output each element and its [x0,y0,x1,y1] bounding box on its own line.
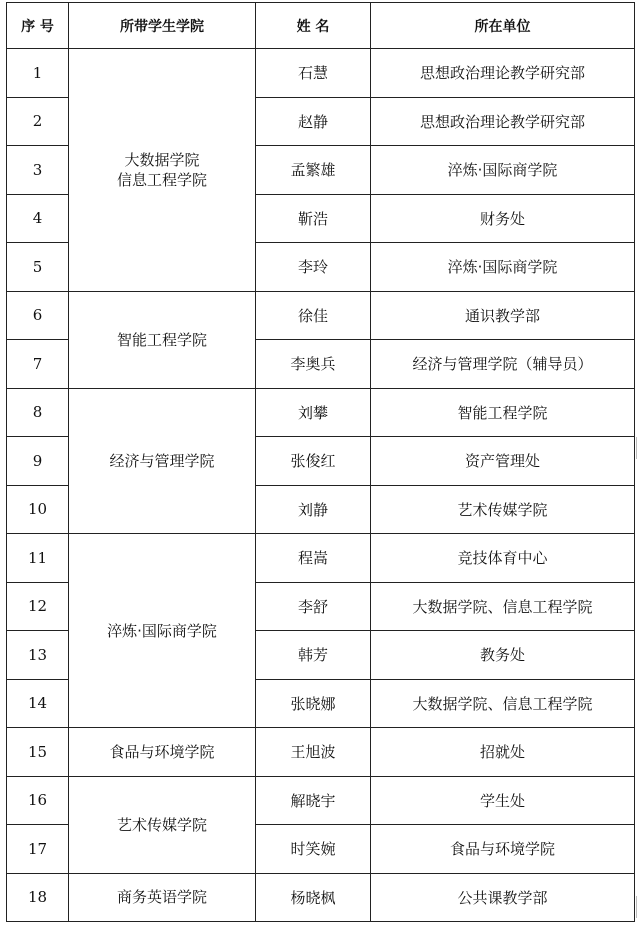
page-edge-mark [636,896,640,918]
cell-name: 赵静 [256,97,371,146]
cell-index: 4 [7,194,69,243]
table-row [7,873,635,922]
college-name-line: 信息工程学院 [116,170,207,189]
table-row [7,291,635,340]
cell-name: 石慧 [256,49,371,98]
cell-index: 17 [7,825,69,874]
cell-name: 刘攀 [256,388,371,437]
cell-unit: 思想政治理论教学研究部 [371,49,635,98]
cell-index: 18 [7,873,69,922]
table-row [7,49,635,98]
cell-name: 程嵩 [256,534,371,583]
cell-index: 11 [7,534,69,583]
cell-unit: 通识教学部 [371,291,635,340]
cell-index: 6 [7,291,69,340]
header-unit: 所在单位 [371,3,635,49]
cell-name: 张晓娜 [256,679,371,728]
page-edge-mark [636,437,640,459]
table-row [7,776,635,825]
cell-college [69,534,256,728]
cell-index: 7 [7,340,69,389]
cell-name: 孟繁雄 [256,146,371,195]
table-row [7,388,635,437]
cell-index: 15 [7,728,69,777]
cell-unit: 智能工程学院 [371,388,635,437]
cell-college [69,728,256,777]
header-college: 所带学生学院 [69,3,256,49]
college-name-line: 商务英语学院 [116,888,207,907]
cell-unit: 学生处 [371,776,635,825]
cell-college [69,388,256,534]
cell-name: 徐佳 [256,291,371,340]
table-row [7,534,635,583]
college-name-line: 淬炼·国际商学院 [107,621,217,640]
cell-unit: 淬炼·国际商学院 [371,146,635,195]
cell-name: 李舒 [256,582,371,631]
college-name-line: 艺术传媒学院 [116,815,207,834]
cell-index: 13 [7,631,69,680]
cell-name: 王旭波 [256,728,371,777]
cell-name: 靳浩 [256,194,371,243]
cell-index: 10 [7,485,69,534]
cell-unit: 教务处 [371,631,635,680]
cell-name: 李玲 [256,243,371,292]
cell-unit: 竞技体育中心 [371,534,635,583]
cell-index: 8 [7,388,69,437]
cell-index: 5 [7,243,69,292]
cell-college [69,873,256,922]
cell-unit: 思想政治理论教学研究部 [371,97,635,146]
assignment-table [6,2,635,922]
cell-index: 2 [7,97,69,146]
cell-name: 李奥兵 [256,340,371,389]
header-index: 序 号 [7,3,69,49]
cell-unit: 招就处 [371,728,635,777]
table-row [7,728,635,777]
college-name-line: 食品与环境学院 [109,742,215,761]
cell-unit: 经济与管理学院（辅导员） [371,340,635,389]
cell-index: 1 [7,49,69,98]
cell-name: 刘静 [256,485,371,534]
cell-unit: 资产管理处 [371,437,635,486]
cell-index: 16 [7,776,69,825]
college-name-line: 大数据学院 [124,150,200,169]
cell-index: 3 [7,146,69,195]
cell-index: 12 [7,582,69,631]
cell-name: 解晓宇 [256,776,371,825]
cell-unit: 淬炼·国际商学院 [371,243,635,292]
cell-college [69,291,256,388]
table-body [7,49,635,922]
college-name-line: 智能工程学院 [116,330,207,349]
college-name-line: 经济与管理学院 [109,451,215,470]
cell-unit: 公共课教学部 [371,873,635,922]
cell-index: 9 [7,437,69,486]
cell-college [69,49,256,292]
cell-name: 张俊红 [256,437,371,486]
cell-unit: 大数据学院、信息工程学院 [371,582,635,631]
cell-unit: 财务处 [371,194,635,243]
cell-unit: 艺术传媒学院 [371,485,635,534]
header-name: 姓 名 [256,3,371,49]
cell-name: 时笑婉 [256,825,371,874]
cell-unit: 大数据学院、信息工程学院 [371,679,635,728]
header-row [7,3,635,49]
cell-name: 杨晓枫 [256,873,371,922]
cell-name: 韩芳 [256,631,371,680]
cell-index: 14 [7,679,69,728]
cell-unit: 食品与环境学院 [371,825,635,874]
cell-college [69,776,256,873]
